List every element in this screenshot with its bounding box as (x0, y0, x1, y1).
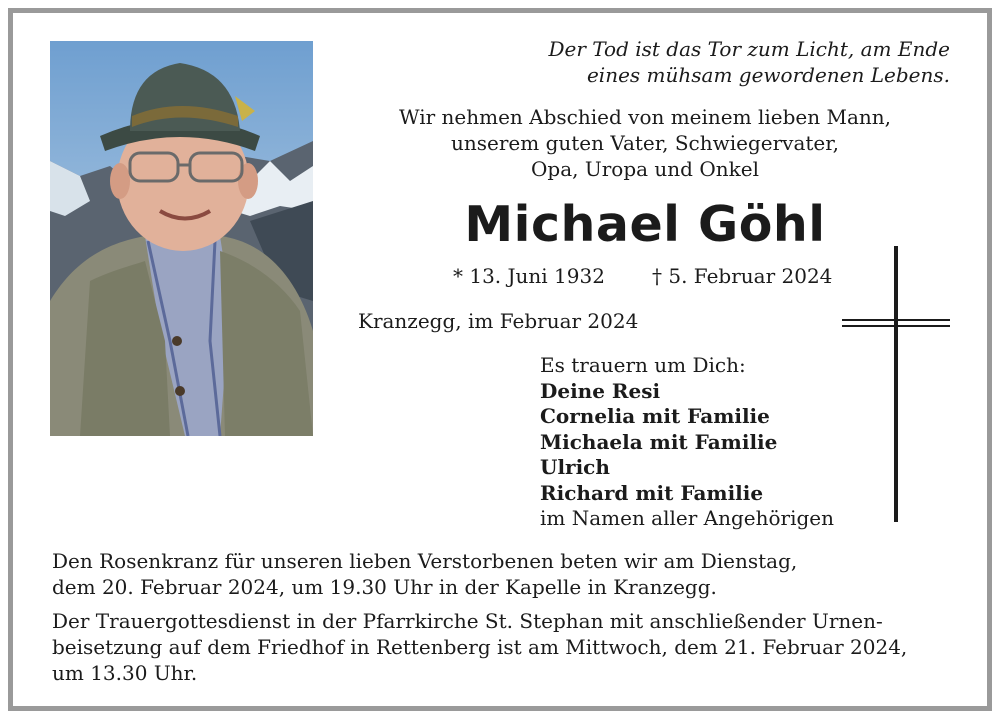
mourner-name: Deine Resi (540, 378, 661, 403)
rosary-notice (52, 548, 952, 600)
mourner-name: Cornelia mit Familie (540, 404, 770, 428)
motto-line: eines mühsam gewordenen Lebens. (586, 63, 950, 87)
farewell-intro (380, 104, 910, 182)
rosary-line: Den Rosenkranz für unseren lieben Verstorbenen beten wir am Dienstag, (52, 549, 798, 573)
service-line: beisetzung auf dem Friedhof in Rettenberg ist am Mittwoch, dem 21. Februar 2024, (52, 635, 908, 659)
portrait-photo (50, 41, 313, 436)
funeral-service-notice (52, 608, 952, 686)
mourner-name: Michaela mit Familie (540, 429, 778, 454)
service-line: Der Trauergottesdienst in der Pfarrkirche St. Stephan mit anschließender Urnen- (52, 609, 883, 633)
rosary-line: dem 20. Februar 2024, um 19.30 Uhr in der Kapelle in Kranzegg. (52, 575, 717, 599)
deceased-name: Michael Göhl (464, 196, 826, 253)
service-line: um 13.30 Uhr. (52, 661, 198, 685)
motto-line: Der Tod ist das Tor zum Licht, am Ende (548, 37, 950, 61)
place-date: Kranzegg, im Februar 2024 (358, 309, 639, 333)
intro-line: unserem guten Vater, Schwiegervater, (450, 131, 839, 155)
death-date: † 5. Februar 2024 (652, 264, 833, 288)
intro-line: Opa, Uropa und Onkel (531, 157, 759, 181)
birth-date: * 13. Juni 1932 (453, 264, 605, 288)
motto-quote (500, 36, 950, 88)
mourner-name: Ulrich (540, 455, 610, 479)
mourners-list (540, 353, 834, 532)
mourner-name: Richard mit Familie (540, 480, 764, 505)
mourners-closing: im Namen aller Angehörigen (540, 506, 835, 530)
intro-line: Wir nehmen Abschied von meinem lieben Mann, (399, 105, 891, 129)
mourners-heading: Es trauern um Dich: (540, 353, 746, 377)
